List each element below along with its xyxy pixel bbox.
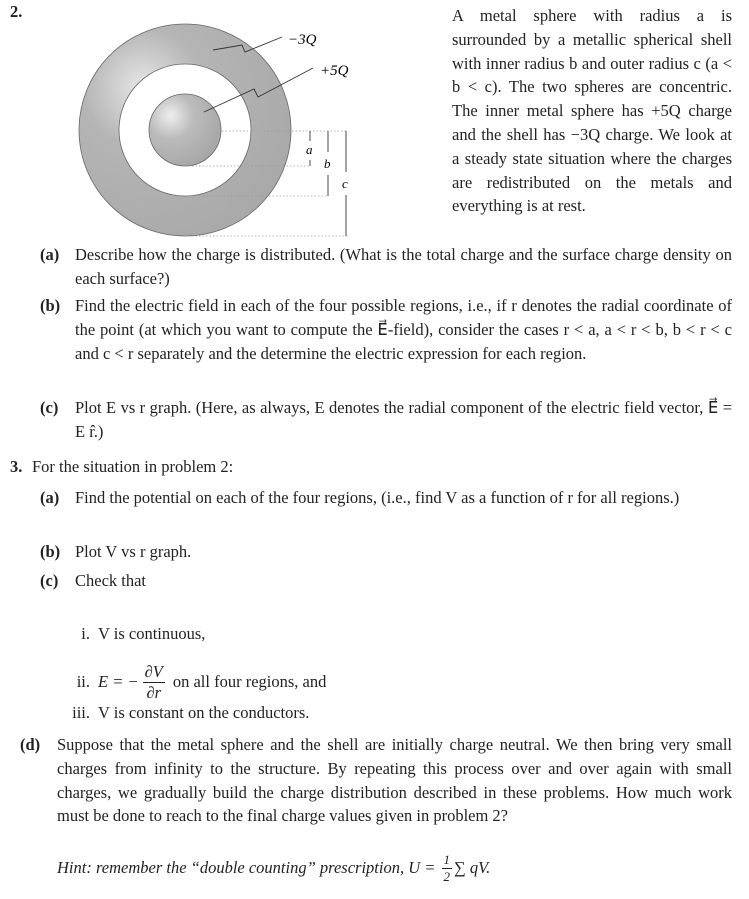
fraction-numerator: ∂V <box>144 661 163 681</box>
part-label: (d) <box>20 735 41 754</box>
problem-3-number: 3. <box>10 457 23 476</box>
partial-derivative-fraction <box>143 662 165 703</box>
part-text: Plot V vs r graph. <box>75 542 192 561</box>
part-label: (b) <box>40 296 61 315</box>
problem-2-number: 2. <box>10 2 23 21</box>
fraction-denominator: ∂r <box>146 682 162 702</box>
inner-sphere <box>149 94 221 166</box>
check-text: V is constant on the conductors. <box>98 703 310 722</box>
part-label: (a) <box>40 245 60 264</box>
hint-text: Hint: remember the “double counting” prescription, U = <box>57 858 440 877</box>
concentric-spheres-figure <box>70 20 370 245</box>
part-label: (b) <box>40 542 61 561</box>
problem-3-intro: For the situation in problem 2: <box>32 457 234 476</box>
hint-line <box>57 848 490 888</box>
check-label: iii. <box>72 703 90 722</box>
part-text: Check that <box>75 571 147 590</box>
part-label: (c) <box>40 571 59 590</box>
check-label: ii. <box>76 672 90 691</box>
part-label: (a) <box>40 488 60 507</box>
part-label: (c) <box>40 398 59 417</box>
half-fraction <box>442 852 453 885</box>
problem-2-intro: A metal sphere with radius a is surrounded by a metallic spherical shell with inner radius b and outer radius c (a < b < c). The two spheres are concentric. The inner metal sphere has +5Q charge and the shell has −3Q charge. We look at a steady state situation where the charges are redistributed on the metals and everything is at rest. <box>452 6 732 216</box>
part-text: Plot E vs r graph. (Here, as always, E denotes the radial component of the electric field vector, E⃗ = E r̂.) <box>75 398 732 441</box>
fraction-denominator: 2 <box>443 868 450 884</box>
outer-charge-label: −3Q <box>288 32 317 48</box>
part-text: Describe how the charge is distributed. (What is the total charge and the surface charge density on each surface?) <box>75 245 732 288</box>
dim-c-label: c <box>342 176 348 191</box>
dim-a-label: a <box>306 142 313 157</box>
check-label: i. <box>81 624 90 643</box>
hint-sum: ∑ qV. <box>454 858 491 877</box>
part-text: Find the potential on each of the four regions, (i.e., find V as a function of r for all regions.) <box>75 488 680 507</box>
part-text: Suppose that the metal sphere and the shell are initially charge neutral. We then bring very small charges from infinity to the structure. By repeating this process over and over again with small charges, we gradually build the charge distribution described in these problems. How much work must be done to reach to the final charge values given in problem 2? <box>57 735 732 826</box>
part-text: Find the electric field in each of the four possible regions, i.e., if r denotes the radial coordinate of the point (at which you want to compute the E⃗-field), consider the cases r < a, a < r < b, b < r < c and c < r separately and the determine the electric expression for each region. <box>75 296 732 363</box>
fraction-numerator: 1 <box>443 851 450 867</box>
inner-charge-label: +5Q <box>320 63 349 79</box>
check-text: V is continuous, <box>98 624 206 643</box>
dim-b-label: b <box>324 156 331 171</box>
equation-suffix: on all four regions, and <box>172 672 327 691</box>
equation-prefix: E = − <box>98 672 139 691</box>
